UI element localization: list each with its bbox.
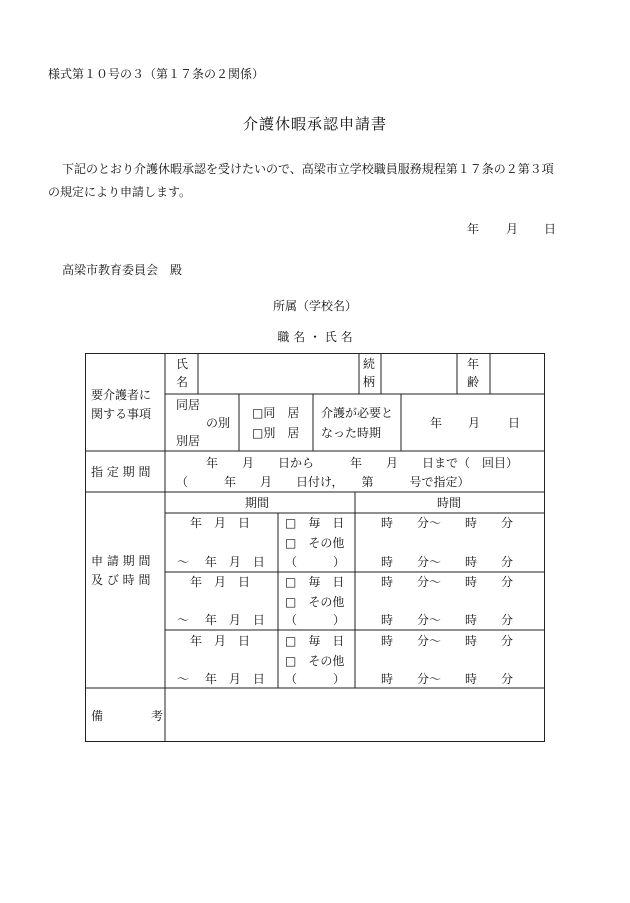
- remarks-field[interactable]: [169, 691, 541, 738]
- cohabit-separate-checkbox[interactable]: □別 居: [252, 426, 300, 440]
- request2-start-date[interactable]: 年 月 日: [190, 575, 251, 589]
- request1-time-row1[interactable]: 時 分～ 時 分: [381, 516, 514, 530]
- request2-end-date[interactable]: ～ 年 月 日: [177, 613, 265, 627]
- request1-other-detail[interactable]: （ ）: [285, 555, 346, 569]
- column-header-period: 期間: [245, 496, 270, 510]
- request3-daily-checkbox[interactable]: □ 毎 日: [285, 634, 345, 648]
- request3-other-checkbox[interactable]: □ その他: [285, 654, 345, 668]
- care-need-label-line2: なった時期: [321, 426, 382, 440]
- request2-daily-checkbox[interactable]: □ 毎 日: [285, 575, 345, 589]
- page-title: 介護休暇承認申請書: [242, 115, 387, 133]
- care-section-label-line1: 要介護者に: [91, 388, 152, 402]
- date-year-label[interactable]: 年: [467, 222, 480, 236]
- name-label-1: 氏: [176, 357, 189, 371]
- remarks-label: 備 考: [91, 709, 164, 723]
- date-month-label[interactable]: 月: [506, 222, 519, 236]
- care-section-label-line2: 関する事項: [91, 407, 152, 421]
- relation-label-2: 柄: [363, 375, 376, 389]
- affiliation-label[interactable]: 所属（学校名）: [272, 299, 357, 313]
- cohabit-label-3: 別居: [176, 434, 201, 448]
- request-period-label-line1: 申 請 期 間: [91, 554, 151, 568]
- name-label-2: 名: [176, 375, 189, 389]
- request2-other-checkbox[interactable]: □ その他: [285, 595, 345, 609]
- addressee: 高梁市教育委員会 殿: [62, 263, 183, 277]
- request2-other-detail[interactable]: （ ）: [285, 613, 346, 627]
- request3-other-detail[interactable]: （ ）: [285, 672, 346, 686]
- cohabit-label-2: の別: [206, 416, 231, 430]
- care-need-day[interactable]: 日: [508, 416, 521, 430]
- application-form-table: [85, 353, 545, 742]
- cohabit-label-1: 同居: [176, 398, 201, 412]
- request3-time-row2[interactable]: 時 分～ 時 分: [381, 672, 514, 686]
- designated-period-row1[interactable]: 年 月 日から 年 月 日まで（ 回目）: [206, 456, 519, 470]
- form-code: 様式第１０号の３（第１７条の２関係）: [48, 67, 265, 81]
- cohabit-same-checkbox[interactable]: □同 居: [252, 406, 300, 420]
- intro-text-line1: 下記のとおり介護休暇承認を受けたいので、高梁市立学校職員服務規程第１７条の２第３項: [62, 162, 554, 176]
- request1-time-row2[interactable]: 時 分～ 時 分: [381, 555, 514, 569]
- request1-other-checkbox[interactable]: □ その他: [285, 536, 345, 550]
- column-header-time: 時間: [437, 496, 462, 510]
- intro-text-line2: の規定により申請します。: [48, 185, 192, 199]
- position-name-label[interactable]: 職 名 ・ 氏 名: [277, 330, 353, 344]
- age-field[interactable]: [494, 358, 540, 390]
- care-need-year[interactable]: 年: [430, 416, 443, 430]
- request3-end-date[interactable]: ～ 年 月 日: [177, 672, 265, 686]
- designated-period-label: 指 定 期 間: [91, 465, 151, 479]
- request1-start-date[interactable]: 年 月 日: [190, 516, 251, 530]
- request-period-label-line2: 及 び 時 間: [91, 573, 151, 587]
- care-need-month[interactable]: 月: [468, 416, 481, 430]
- care-need-label-line1: 介護が必要と: [321, 406, 394, 420]
- relation-label-1: 続: [363, 357, 376, 371]
- request3-time-row1[interactable]: 時 分～ 時 分: [381, 634, 514, 648]
- request1-end-date[interactable]: ～ 年 月 日: [177, 555, 265, 569]
- designated-period-row2[interactable]: （ 年 月 日付け， 第 号で指定）: [176, 475, 470, 489]
- age-label-2: 齢: [467, 375, 480, 389]
- date-day-label[interactable]: 日: [544, 222, 557, 236]
- request1-daily-checkbox[interactable]: □ 毎 日: [285, 516, 345, 530]
- request2-time-row2[interactable]: 時 分～ 時 分: [381, 613, 514, 627]
- request2-time-row1[interactable]: 時 分～ 時 分: [381, 575, 514, 589]
- relation-field[interactable]: [385, 358, 453, 390]
- care-recipient-name-field[interactable]: [203, 358, 353, 390]
- request3-start-date[interactable]: 年 月 日: [190, 634, 251, 648]
- age-label-1: 年: [467, 357, 480, 371]
